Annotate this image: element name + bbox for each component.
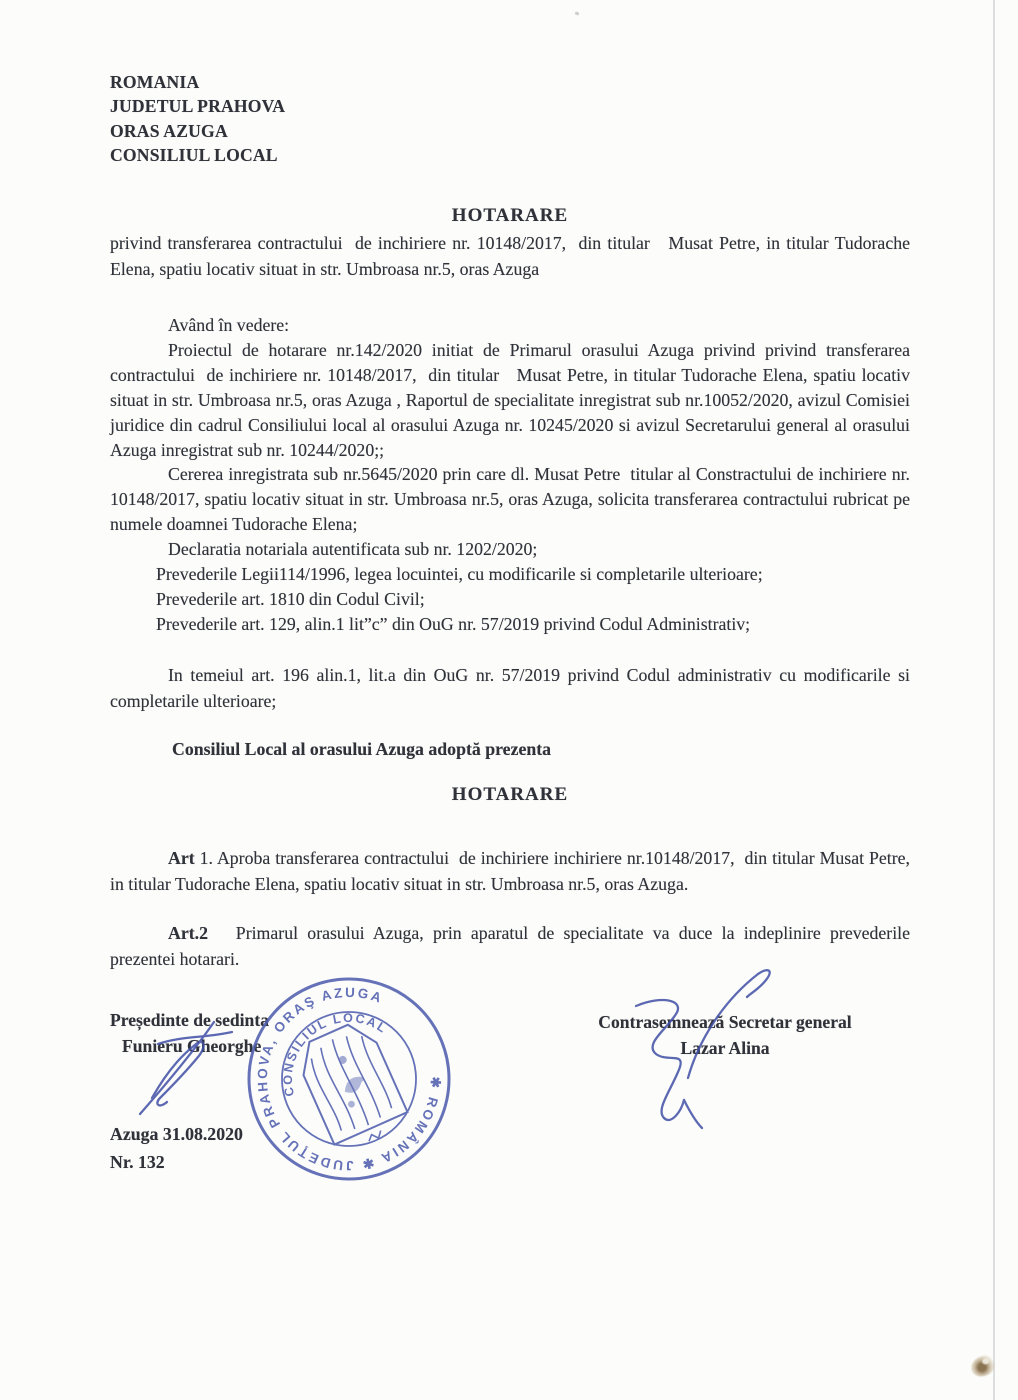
signature-left-ink xyxy=(140,1022,232,1114)
legal-basis-text: In temeiul art. 196 alin.1, lit.a din OuG nr. 57/2019 privind Codul administrativ cu modificarile si completarile ulterioare; xyxy=(110,665,915,711)
article-1-body: 1. Aproba transferarea contractului de inchiriere inchiriere nr.10148/2017, din titular Musat Petre, in titular Tudorache Elena, spatiu locativ situat in str. Umbroasa nr.5, oras Azuga. xyxy=(110,848,915,894)
document-title: HOTARARE xyxy=(451,205,569,226)
stamp-ring-text: ✱ ROMÂNIA ✱ JUDEŢUL PRAHOVA, ORAŞ AZUGA xyxy=(254,984,444,1174)
signature-right-role: Contrasemnează Secretar general xyxy=(598,1012,852,1032)
letterhead-line-county: JUDETUL PRAHOVA xyxy=(110,96,286,117)
preamble-item: Prevederile art. 1810 din Codul Civil; xyxy=(156,588,425,609)
preamble-item: Prevederile Legii114/1996, legea locuintei, cu modificarile si completarile ulterioare; xyxy=(156,564,763,585)
article-1-label: Art xyxy=(168,848,195,868)
decision-heading: HOTARARE xyxy=(451,784,569,805)
adoption-line: Consiliul Local al orasului Azuga adoptă prezenta xyxy=(172,739,552,759)
article-2-body: Primarul orasului Azuga, prin aparatul de specialitate va duce la indeplinire prevederile prezentei hotarari. xyxy=(110,923,915,969)
stamp-inner-text: CONSILIUL LOCAL xyxy=(280,1010,391,1098)
letterhead-line-council: CONSILIUL LOCAL xyxy=(110,144,278,165)
article-2-label: Art.2 xyxy=(168,923,208,943)
preamble-item: Cererea inregistrata sub nr.5645/2020 prin care dl. Musat Petre titular al Constractului de inchiriere nr. 10148/2017, spatiu locativ situat in str. Umbroasa nr.5, oras Azuga, solicita transferarea contractului rubricat pe numele doamnei Tudorache Elena; xyxy=(110,464,915,535)
signature-left-name: Funieru Gheorghe xyxy=(122,1036,262,1056)
letterhead-line-town: ORAS AZUGA xyxy=(110,120,228,141)
footer-place-date: Azuga 31.08.2020 xyxy=(110,1124,243,1144)
letterhead-line-country: ROMANIA xyxy=(110,72,200,92)
preamble-intro: Având în vedere: xyxy=(168,315,290,335)
signature-left-role: Președinte de sedinta xyxy=(110,1010,269,1030)
preamble-item: Declaratia notariala autentificata sub nr. 1202/2020; xyxy=(168,539,538,560)
footer-number: Nr. 132 xyxy=(110,1152,165,1172)
preamble-item: Proiectul de hotarare nr.142/2020 initiat de Primarul orasului Azuga privind privind transferarea contractului de inchiriere nr. 10148/2017, din titular Musat Petre, in titular Tudorache Elena, spatiu locativ situat in str. Umbroasa nr.5, oras Azuga , Raportul de specialitate inregistrat sub nr.10052/2020, avizul Comisiei juridice din cadrul Consiliului local al orasului Azuga nr. 10245/2020 si avizul Secretarului general al orasului Azuga inregistrat sub nr. 10244/2020;; xyxy=(110,339,915,460)
signature-right-ink xyxy=(636,970,770,1128)
preamble-item: Prevederile art. 129, alin.1 lit”c” din OuG nr. 57/2019 privind Codul Administrativ; xyxy=(156,613,751,634)
signature-right-name: Lazar Alina xyxy=(680,1038,770,1058)
document-subtitle: privind transferarea contractului de inchiriere nr. 10148/2017, din titular Musat Petre, in titular Tudorache Elena, spatiu locativ situat in str. Umbroasa nr.5, oras Azuga xyxy=(110,233,915,279)
